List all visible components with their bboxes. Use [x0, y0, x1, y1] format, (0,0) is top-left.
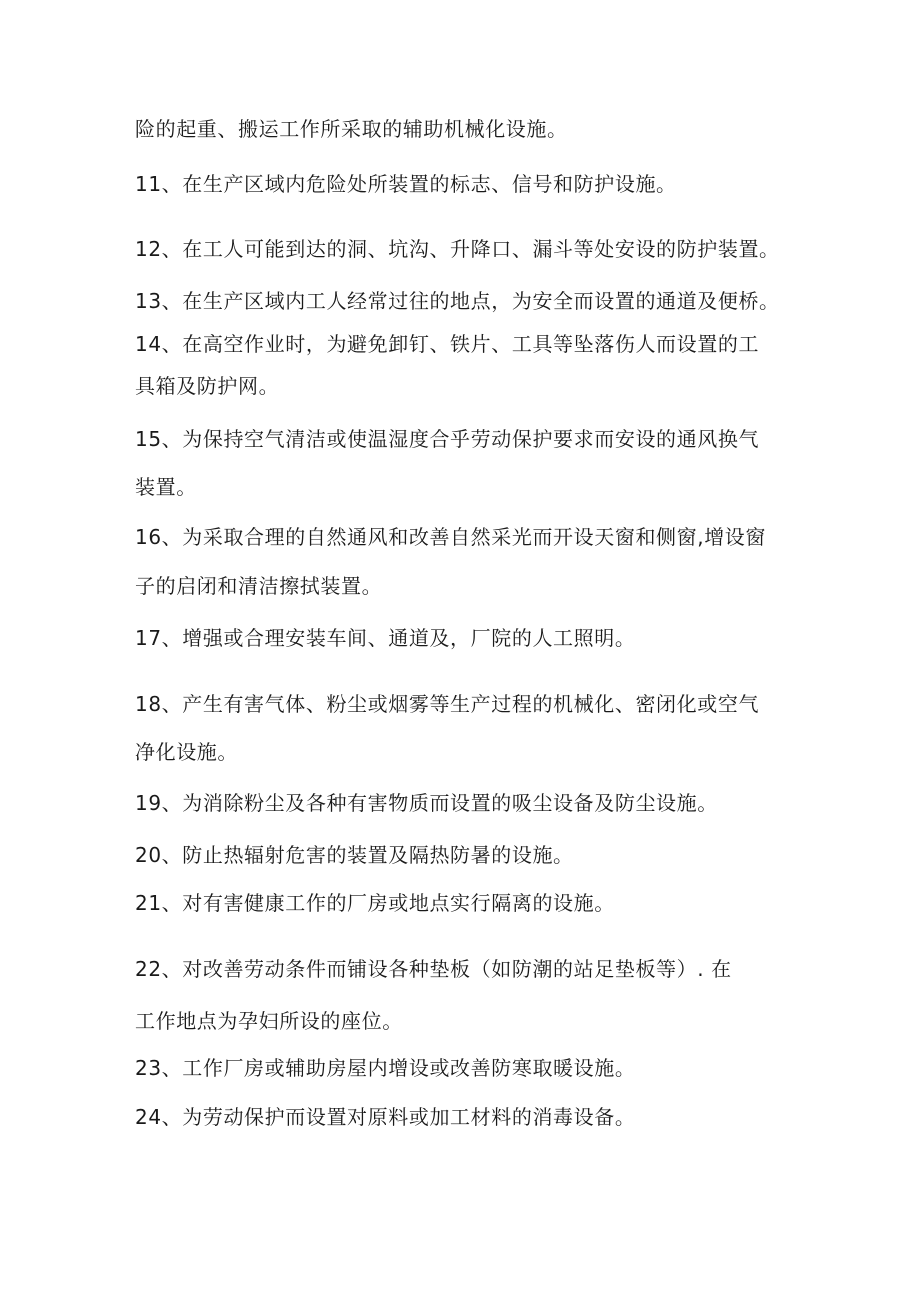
text-line: 14、在高空作业时，为避免卸钉、铁片、工具等坠落伤人而设置的工 — [135, 332, 760, 356]
text-line: 13、在生产区域内工人经常过往的地点，为安全而设置的通道及便桥。 — [135, 289, 780, 313]
text-line: 具箱及防护网。 — [135, 374, 280, 398]
text-line: 20、防止热辐射危害的装置及隔热防暑的设施。 — [135, 843, 574, 867]
text-line: 21、对有害健康工作的厂房或地点实行隔离的设施。 — [135, 891, 615, 915]
text-line: 18、产生有害气体、粉尘或烟雾等生产过程的机械化、密闭化或空气 — [135, 692, 760, 716]
text-line: 16、为采取合理的自然通风和改善自然采光而开设天窗和侧窗,增设窗 — [135, 525, 767, 549]
text-line: 17、增强或合理安装车间、通道及，厂院的人工照明。 — [135, 626, 636, 650]
text-line: 子的启闭和清洁擦拭装置。 — [135, 574, 383, 598]
text-line: 装置。 — [135, 475, 197, 499]
text-line: 工作地点为孕妇所设的座位。 — [135, 1009, 403, 1033]
text-line: 险的起重、搬运工作所采取的辅助机械化设施。 — [135, 117, 568, 141]
text-line: 11、在生产区域内危险处所装置的标志、信号和防护设施。 — [135, 172, 677, 196]
text-line: 22、对改善劳动条件而铺设各种垫板（如防潮的站足垫板等）. 在 — [135, 957, 732, 981]
text-line: 19、为消除粉尘及各种有害物质而设置的吸尘设备及防尘设施。 — [135, 791, 718, 815]
text-line: 15、为保持空气清洁或使温湿度合乎劳动保护要求而安设的通风换气 — [135, 427, 760, 451]
text-line: 23、工作厂房或辅助房屋内增设或改善防寒取暖设施。 — [135, 1056, 636, 1080]
text-line: 24、为劳动保护而设置对原料或加工材料的消毒设备。 — [135, 1105, 636, 1129]
text-line: 净化设施。 — [135, 740, 238, 764]
text-line: 12、在工人可能到达的洞、坑沟、升降口、漏斗等处安设的防护装置。 — [135, 237, 780, 261]
